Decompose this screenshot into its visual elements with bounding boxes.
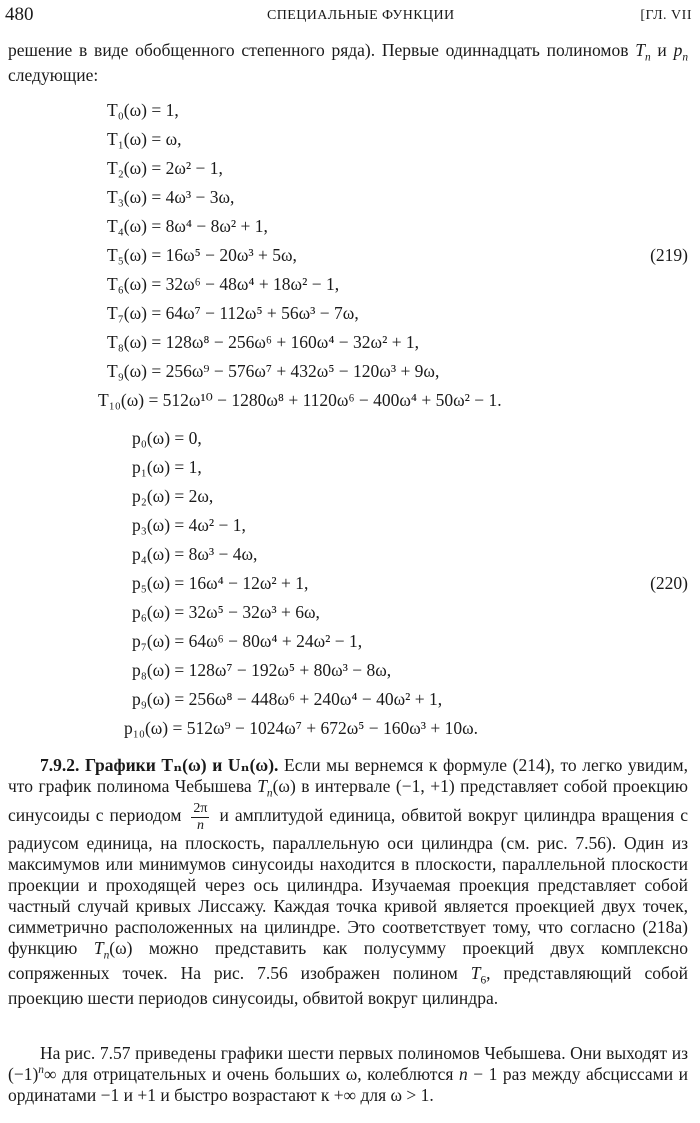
paragraph-text: Если мы вернемся к формуле (214), то легко увидим, что график полинома Чебышева <box>8 755 688 796</box>
intro-and: и <box>650 40 674 60</box>
equation-line: T₂(ω) = 2ω² − 1, <box>107 158 223 178</box>
paragraph-text: (ω) в интервале (−1, +1) представляет собой проекцию синусоиды с периодом <box>8 776 688 826</box>
subscript-n: n <box>682 51 688 64</box>
equation-line: p₃(ω) = 4ω² − 1, <box>132 515 246 535</box>
section-heading: 7.9.2. Графики Tₙ(ω) и Uₙ(ω). <box>40 755 279 775</box>
intro-text-end: следующие: <box>8 65 99 86</box>
superscript-n: n <box>38 1064 44 1077</box>
equation-line: T₀(ω) = 1, <box>107 100 179 120</box>
equation-line: p₁₀(ω) = 512ω⁹ − 1024ω⁷ + 672ω⁵ − 160ω³ + 10ω. <box>124 718 478 738</box>
equation-line: T₈(ω) = 128ω⁸ − 256ω⁶ + 160ω⁴ − 32ω² + 1, <box>107 332 420 352</box>
equation-line: T₆(ω) = 32ω⁶ − 48ω⁴ + 18ω² − 1, <box>107 274 340 294</box>
subscript-n: n <box>266 787 273 800</box>
symbol-n: n <box>459 1064 468 1084</box>
equation-number-219: (219) <box>650 245 688 265</box>
equation-line: T₉(ω) = 256ω⁹ − 576ω⁷ + 432ω⁵ − 120ω³ + 9ω, <box>107 361 440 381</box>
paragraph-text: На рис. 7.57 приведены графики шести первых полиномов Чебышева. Они выходят из (−1) <box>8 1043 688 1084</box>
running-title: СПЕЦИАЛЬНЫЕ ФУНКЦИИ <box>267 8 455 23</box>
equation-line: T₁₀(ω) = 512ω¹⁰ − 1280ω⁸ + 1120ω⁶ − 400ω⁴ + 50ω² − 1. <box>98 390 502 410</box>
subscript-n: n <box>103 949 110 962</box>
equation-line: p₄(ω) = 8ω³ − 4ω, <box>132 544 258 564</box>
equation-line: T₄(ω) = 8ω⁴ − 8ω² + 1, <box>107 216 268 236</box>
equation-line: p₆(ω) = 32ω⁵ − 32ω³ + 6ω, <box>132 602 320 622</box>
subscript-n: n <box>644 51 651 64</box>
fraction-period <box>191 801 209 833</box>
equation-line: p₉(ω) = 256ω⁸ − 448ω⁶ + 240ω⁴ − 40ω² + 1, <box>132 689 443 709</box>
symbol-p: p <box>673 40 683 60</box>
symbol-T: T <box>257 776 267 796</box>
equation-line: T₃(ω) = 4ω³ − 3ω, <box>107 187 235 207</box>
page-number: 480 <box>5 4 34 25</box>
section-paragraph <box>8 755 688 1009</box>
chapter-label: [ГЛ. VII <box>640 8 692 23</box>
paragraph-text: ∞ для отрицательных и очень больших ω, колеблются <box>43 1064 459 1084</box>
page-header <box>5 4 692 30</box>
intro-paragraph <box>8 40 688 86</box>
symbol-T: T <box>635 40 645 60</box>
paragraph-text: и амплитудой единица, обвитой вокруг цилиндра вращения с радиусом единица, на плоскость, параллельную оси цилиндра (см. рис. 7.56). Один из максимумов или минимумов синусоиды находится в плоскости, параллельной плоскости проекции и проходящей через ось цилиндра. Изучаемая проекция представляет собой частный случай кривых Лиссажу. Каждая точка кривой является проекцией двух точек, симметрично расположенных на цилиндре. Это соответствует тому, что согласно (218а) функцию <box>8 805 688 958</box>
equation-line: p₂(ω) = 2ω, <box>132 486 214 506</box>
equation-line: p₇(ω) = 64ω⁶ − 80ω⁴ + 24ω² − 1, <box>132 631 363 651</box>
equation-line: T₇(ω) = 64ω⁷ − 112ω⁵ + 56ω³ − 7ω, <box>107 303 359 323</box>
equation-line: T₁(ω) = ω, <box>107 129 182 149</box>
paragraph-text: , представляющий собой проекцию шести периодов синусоиды, обвитой вокруг цилиндра. <box>8 963 688 1009</box>
equation-number-220: (220) <box>650 573 688 593</box>
equation-line: p₅(ω) = 16ω⁴ − 12ω² + 1, <box>132 573 309 593</box>
equation-line: p₀(ω) = 0, <box>132 428 202 448</box>
subscript-6: 6 <box>480 974 487 987</box>
fraction-numerator: 2π <box>193 801 208 817</box>
equation-line: p₁(ω) = 1, <box>132 457 202 477</box>
symbol-T: T <box>93 937 104 958</box>
paragraph-text: (ω) можно представить как полусумму проекций двух комплексно сопряженных точек. На рис. 7.56 изображен полином <box>8 937 688 984</box>
fraction-denominator: n <box>196 817 204 833</box>
equation-line: T₅(ω) = 16ω⁵ − 20ω³ + 5ω, <box>107 245 297 265</box>
symbol-T: T <box>470 963 481 984</box>
paragraph-text: − 1 раз между абсциссами и ординатами −1 и +1 и быстро возрастают к +∞ для ω > 1. <box>8 1064 688 1105</box>
closing-paragraph <box>8 1043 688 1106</box>
equation-line: p₈(ω) = 128ω⁷ − 192ω⁵ + 80ω³ − 8ω, <box>132 660 392 680</box>
intro-text: решение в виде обобщенного степенного ряда). Первые одиннадцать полиномов <box>8 40 636 60</box>
